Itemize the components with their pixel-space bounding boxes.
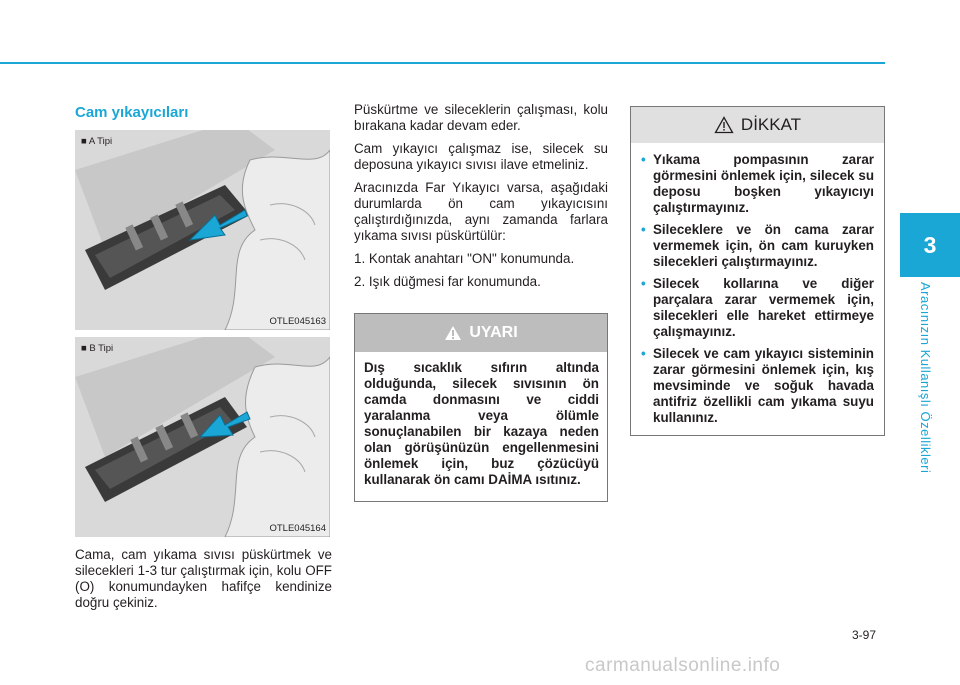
- chapter-tab: 3: [900, 213, 960, 277]
- caution-item: • Yıkama pompasının zarar görmesini önlemek için, silecek su deposu boşken yıkayıcıyı çalıştırmayınız.: [641, 152, 874, 215]
- figure-label: ■ A Tipi: [81, 136, 113, 147]
- instruction-paragraph: Cama, cam yıkama sıvısı püskürtmek ve silecekleri 1-3 tur çalıştırmak için, kolu OFF (O) konumundayken hafifçe kendinize doğru çekiniz.: [75, 547, 332, 610]
- figure-code: OTLE045164: [269, 523, 326, 534]
- warning-title: UYARI: [469, 324, 518, 341]
- caution-box: [630, 106, 885, 436]
- warning-triangle-icon: [444, 325, 462, 341]
- bullet-icon: •: [641, 346, 646, 361]
- warning-box: [354, 313, 608, 502]
- header-rule: [0, 62, 885, 64]
- step-item: 2. Işık düğmesi far konumunda.: [354, 274, 541, 289]
- caution-item: • Sileceklere ve ön cama zarar vermemek için, ön cam kuruyken silecekleri çalıştırmayınız.: [641, 222, 874, 269]
- figure-code: OTLE045163: [269, 316, 326, 327]
- wiper-stalk-illustration: [75, 130, 330, 330]
- warning-text: Dış sıcaklık sıfırın altında olduğunda, silecek sıvısının ön camda donmasını ve ciddi yaralanma veya ölümle sonuçlanabilen bir kazaya neden olan görüşünüzün engellenmesini önlemek için, buz çözücüyü kullanarak ön camı DAİMA ısıtınız.: [364, 360, 599, 487]
- page-number: 3-97: [852, 628, 877, 642]
- caution-header: [631, 107, 884, 143]
- chapter-title: Aracınızın Kullanışlı Özellikleri: [918, 282, 933, 474]
- bullet-icon: •: [641, 152, 646, 167]
- bullet-icon: •: [641, 276, 646, 291]
- wiper-stalk-illustration: [75, 337, 330, 537]
- paragraph: Püskürtme ve sileceklerin çalışması, kolu bırakana kadar devam eder.: [354, 102, 608, 133]
- caution-item: • Silecek kollarına ve diğer parçalara zarar vermemek için, silecekleri elle hareket ettirmeye çalışmayınız.: [641, 276, 874, 339]
- column-two: [354, 102, 608, 297]
- paragraph: Aracınızda Far Yıkayıcı varsa, aşağıdaki durumlarda ön cam yıkayıcısını çalıştırdığınızda, aynı zamanda farlara yıkama sıvısı püskürtülür:: [354, 180, 608, 243]
- caution-title: DİKKAT: [740, 115, 802, 134]
- figure-type-b: [75, 337, 330, 537]
- step-item: 1. Kontak anahtarı "ON" konumunda.: [354, 251, 575, 266]
- caution-list: [631, 143, 884, 426]
- paragraph: Cam yıkayıcı çalışmaz ise, silecek su deposuna yıkayıcı sıvısı ilave etmeliniz.: [354, 141, 608, 172]
- section-title: Cam yıkayıcıları: [75, 104, 189, 121]
- caution-triangle-icon: [714, 116, 734, 134]
- watermark: carmanualsonline.info: [585, 655, 781, 676]
- figure-type-a: [75, 130, 330, 330]
- figure-label: ■ B Tipi: [81, 343, 114, 354]
- caution-item: • Silecek ve cam yıkayıcı sisteminin zarar görmesini önlemek için, kış mevsiminde ve soğuk havada antifriz özellikli cam yıkama suyu kullanınız.: [641, 346, 874, 425]
- bullet-icon: •: [641, 222, 646, 237]
- warning-header: [355, 314, 607, 352]
